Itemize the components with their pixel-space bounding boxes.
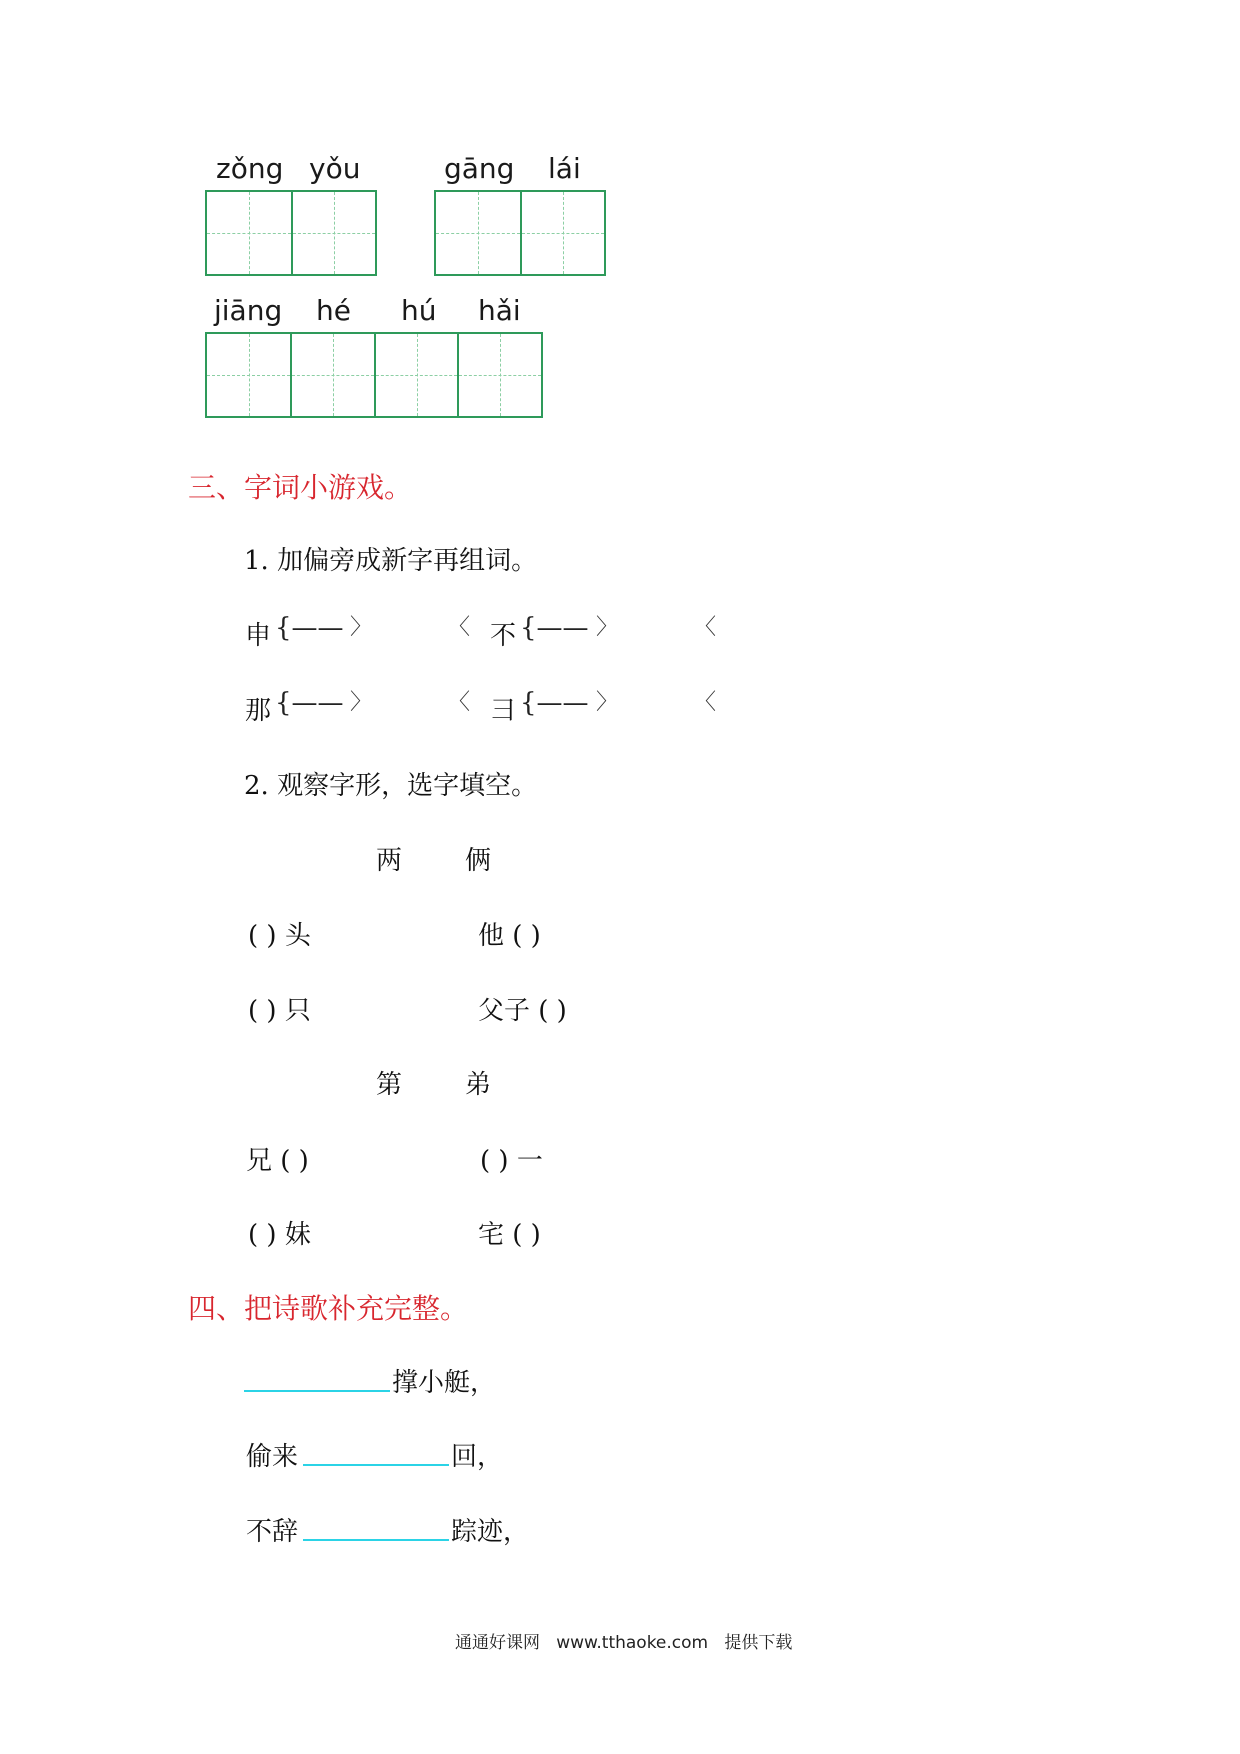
base-character: 申 xyxy=(245,621,272,651)
fill-blank-item[interactable]: 他 ( ) xyxy=(478,921,541,951)
poem-text: 不辞 xyxy=(246,1517,299,1547)
section-heading: 四、把诗歌补充完整。 xyxy=(188,1292,469,1325)
grid-cell[interactable] xyxy=(436,192,520,274)
fill-blank-item[interactable]: ( ) 只 xyxy=(248,996,311,1026)
choice-character: 弟 xyxy=(465,1070,492,1100)
pinyin-label: yǒu xyxy=(309,152,361,185)
bracket-mark[interactable]: 〉 xyxy=(350,615,373,640)
base-character: 不 xyxy=(490,621,517,651)
bracket-mark[interactable]: 〉 xyxy=(350,690,373,715)
grid-cell[interactable] xyxy=(207,192,291,274)
pinyin-label: hé xyxy=(316,294,351,327)
base-character: 彐 xyxy=(490,696,517,726)
brace-connector: {—— xyxy=(520,613,589,643)
fill-blank-item[interactable]: 父子 ( ) xyxy=(478,996,567,1026)
writing-grid[interactable] xyxy=(205,190,377,276)
choice-character: 第 xyxy=(376,1070,403,1100)
grid-cell[interactable] xyxy=(207,334,290,416)
pinyin-label: hǎi xyxy=(478,294,521,327)
fill-blank-item[interactable]: ( ) 头 xyxy=(248,921,311,951)
base-character: 那 xyxy=(245,696,272,726)
section-heading: 三、字词小游戏。 xyxy=(188,471,413,504)
footer xyxy=(455,1628,792,1653)
brace-connector: {—— xyxy=(275,613,344,643)
pinyin-label: hú xyxy=(401,294,437,327)
brace-connector: {—— xyxy=(520,688,589,718)
answer-blank[interactable] xyxy=(244,1390,390,1392)
fill-blank-item[interactable]: ( ) 妹 xyxy=(248,1220,311,1250)
grid-cell[interactable] xyxy=(290,334,374,416)
bracket-mark[interactable]: 〈 xyxy=(694,690,717,715)
footer-site-name: 通通好课网 xyxy=(455,1633,540,1653)
bracket-mark[interactable]: 〉 xyxy=(596,615,619,640)
brace-connector: {—— xyxy=(275,688,344,718)
writing-grid[interactable] xyxy=(205,332,543,418)
grid-cell[interactable] xyxy=(291,192,375,274)
answer-blank[interactable] xyxy=(303,1539,449,1541)
poem-text: 撑小艇， xyxy=(392,1368,497,1398)
pinyin-label: jiāng xyxy=(214,294,283,327)
fill-blank-item[interactable]: 宅 ( ) xyxy=(478,1220,541,1250)
question-title: 2. 观察字形，选字填空。 xyxy=(244,771,538,801)
writing-grid[interactable] xyxy=(434,190,606,276)
grid-cell[interactable] xyxy=(374,334,458,416)
fill-blank-item[interactable]: ( ) 一 xyxy=(480,1146,543,1176)
bracket-mark[interactable]: 〉 xyxy=(596,690,619,715)
bracket-mark[interactable]: 〈 xyxy=(448,690,471,715)
answer-blank[interactable] xyxy=(303,1464,449,1466)
poem-text: 回， xyxy=(451,1442,504,1472)
poem-text: 踪迹， xyxy=(451,1517,530,1547)
footer-url[interactable]: www.tthaoke.com xyxy=(556,1633,709,1653)
footer-suffix: 提供下载 xyxy=(724,1633,793,1653)
bracket-mark[interactable]: 〈 xyxy=(694,615,717,640)
pinyin-label: lái xyxy=(548,152,581,185)
choice-character: 俩 xyxy=(465,846,492,876)
pinyin-label: gāng xyxy=(444,152,515,185)
question-title: 1. 加偏旁成新字再组词。 xyxy=(244,546,538,576)
poem-text: 偷来 xyxy=(246,1442,299,1472)
grid-cell[interactable] xyxy=(520,192,604,274)
bracket-mark[interactable]: 〈 xyxy=(448,615,471,640)
pinyin-label: zǒng xyxy=(216,152,284,185)
fill-blank-item[interactable]: 兄 ( ) xyxy=(246,1146,309,1176)
grid-cell[interactable] xyxy=(457,334,541,416)
choice-character: 两 xyxy=(376,846,403,876)
